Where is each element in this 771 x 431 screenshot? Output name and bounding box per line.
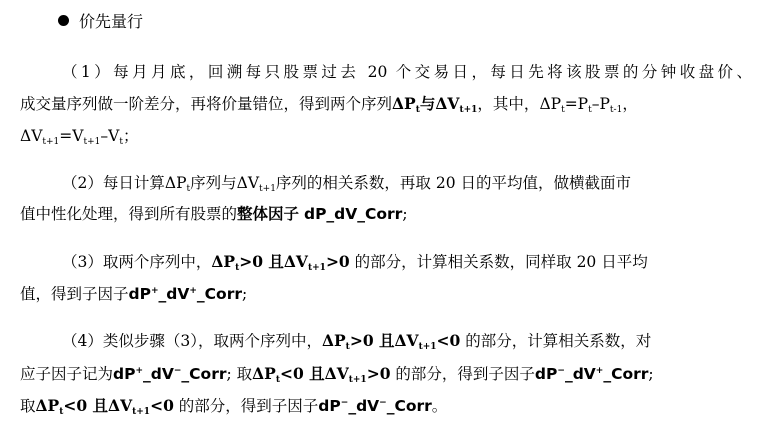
factor-dPplus-dVplus: dP+_dV+_Corr [128,285,242,303]
para1-line3: $\Delta V_{t+1}=V_{t+1}-V_t$； [20,127,139,147]
para4-line3: 取$\Delta P_t<0$ 且$\Delta V_{t+1}<0$ 的部分，得到子因子dP−_dV−_Corr。 [20,396,448,417]
factor-dPminus-dVminus: dP−_dV−_Corr [318,397,432,415]
factor-dP-dV-Corr: dP_dV_Corr [303,205,403,223]
bullet-icon [58,15,69,26]
para2-line2: 值中性化处理，得到所有股票的整体因子 dP_dV_Corr; [20,204,408,223]
section-heading: 价先量行 [58,12,143,32]
para1-line1: （1）每月月底，回溯每只股票过去 20 个交易日，每日先将该股票的分钟收盘价、 [62,63,752,81]
para4-line2: 应子因子记为dP+_dV−_Corr; 取$\Delta P_t<0$ 且$\Delta V_{t+1}>0$ 的部分，得到子因子dP−_dV+_Corr; [20,364,654,385]
para3-line2: 值，得到子因子dP+_dV+_Corr; [20,285,248,303]
factor-dPminus-dVplus: dP−_dV+_Corr [534,365,649,383]
factor-dPplus-dVminus: dP+_dV−_Corr [113,365,227,383]
para3-line1: （3）取两个序列中，$\Delta P_t>0$ 且$\Delta V_{t+1}>0$ 的部分，计算相关系数，同样取 20 日平均 [62,252,648,273]
para4-line1: （4）类似步骤（3），取两个序列中，$\Delta P_t>0$ 且$\Delta V_{t+1}<0$ 的部分，计算相关系数，对 [62,331,652,352]
para2-line1: （2）每日计算$\Delta P_t$序列与$\Delta V_{t+1}$序列的相关系数，再取 20 日的平均值，做横截面市 [62,174,632,194]
para1-line2: 成交量序列做一阶差分，再将价量错位，得到两个序列$\Delta P_t$与$\Delta V_{t+1}$，其中，$\Delta P_t=P_t-P_{t-1}$， [20,94,638,115]
